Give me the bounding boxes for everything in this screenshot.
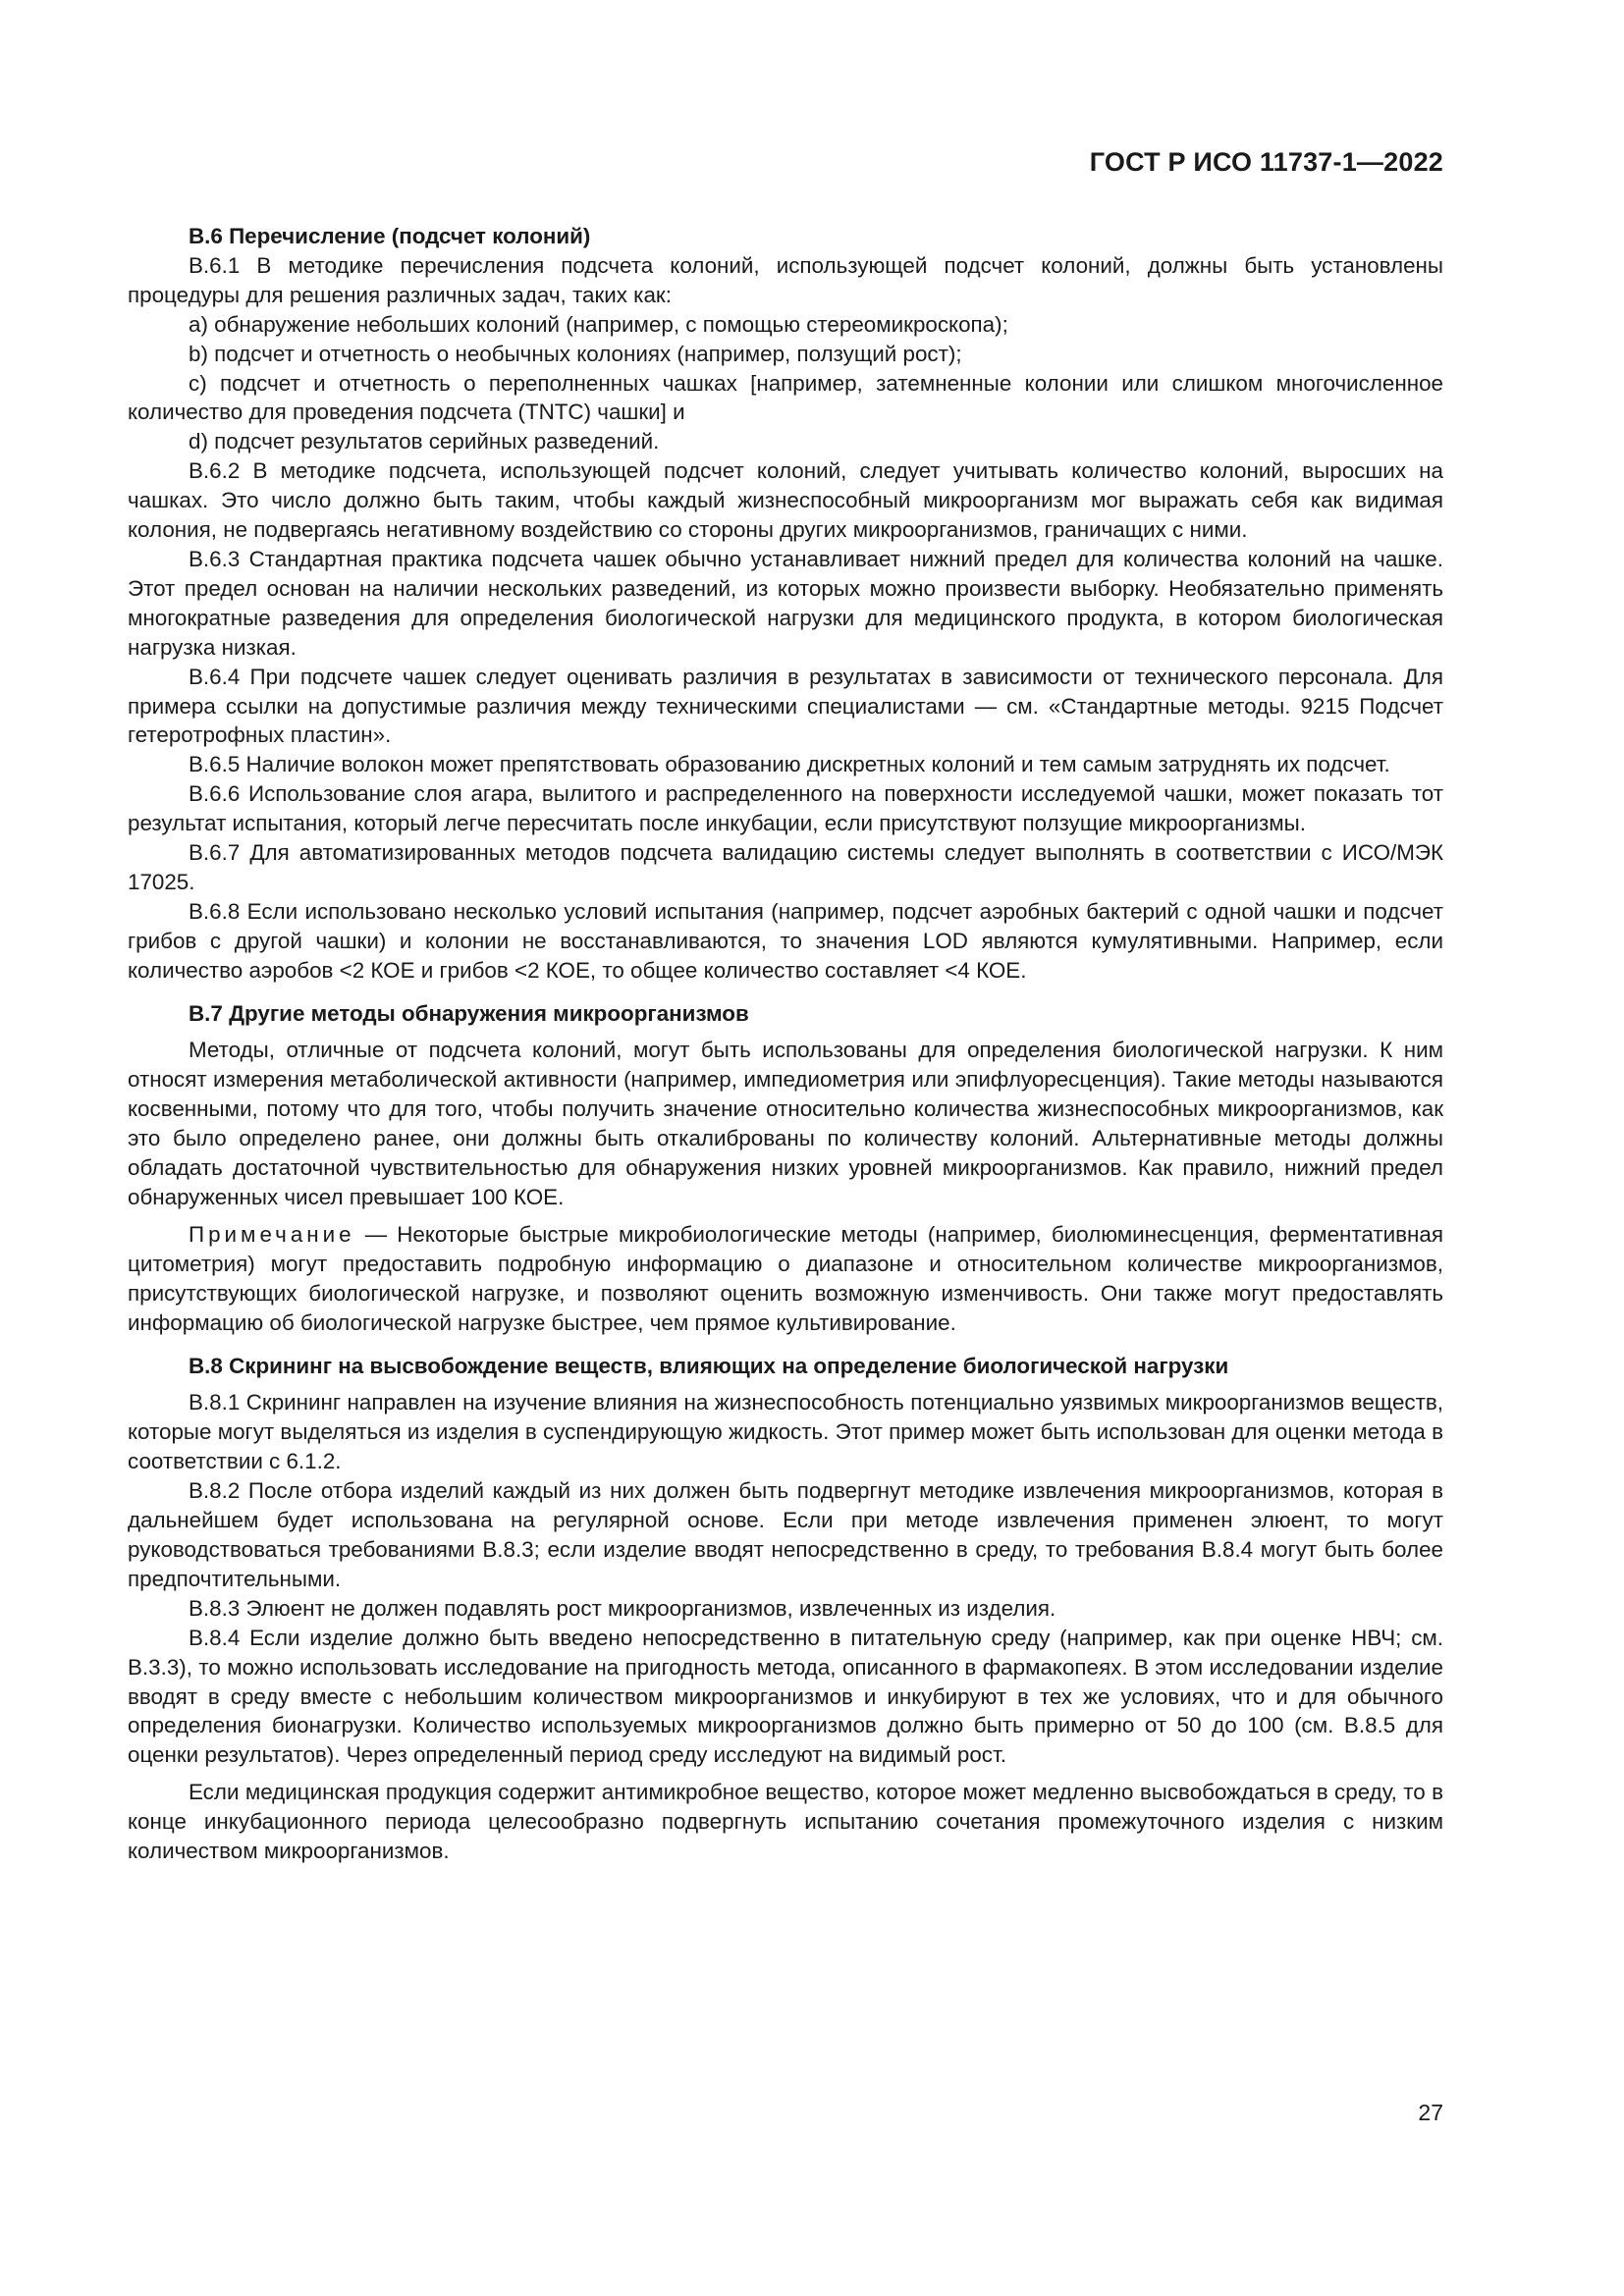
note-label: Примечание: [189, 1221, 355, 1247]
list-item: c) подсчет и отчетность о переполненных чашках [например, затемненные колонии или слишком многочисленное количество для проведения подсчета (TNTC) чашки] и: [128, 370, 1443, 425]
section-b7-title: B.7 Другие методы обнаружения микроорганизмов: [189, 1000, 749, 1026]
paragraph-b8-1: B.8.1 Скрининг направлен на изучение влияния на жизнеспособность потенциально уязвимых микроорганизмов веществ, которые могут выделяться из изделия в суспендирующую жидкость. Этот пример может быть использован для оценки метода в соответствии с 6.1.2.: [128, 1390, 1443, 1474]
paragraph-b6-8: B.6.8 Если использовано несколько условий испытания (например, подсчет аэробных бактерий с одной чашки и подсчет грибов с другой чашки) и колонии не восстанавливаются, то значения LOD являются кумулятивными. Например, если количество аэробов <2 КОЕ и грибов <2 КОЕ, то общее количество составляет <4 КОЕ.: [128, 898, 1443, 983]
paragraph-b8-2: B.8.2 После отбора изделий каждый из них должен быть подвергнут методике извлечения микроорганизмов, которая в дальнейшем будет использована на регулярной основе. Если при методе извлечения применен элюент, то могут руководствоваться требованиями B.8.3; если изделие вводят непосредственно в среду, то требования B.8.4 могут быть более предпочтительными.: [128, 1478, 1443, 1591]
paragraph-b8-5: Если медицинская продукция содержит антимикробное вещество, которое может медленно высвобождаться в среду, то в конце инкубационного периода целесообразно подвергнуть испытанию сочетания промежуточного изделия с низким количеством микроорганизмов.: [128, 1780, 1443, 1864]
paragraph-b8-4: B.8.4 Если изделие должно быть введено непосредственно в питательную среду (например, как при оценке НВЧ; см. B.3.3), то можно использовать исследование на пригодность метода, описанного в фармакопеях. В этом исследовании изделие вводят в среду вместе с небольшим количеством микроорганизмов и инкубируют в тех же условиях, что и для обычного определения бионагрузки. Количество используемых микроорганизмов должно быть примерно от 50 до 100 (см. B.8.5 для оценки результатов). Через определенный период среду исследуют на видимый рост.: [128, 1625, 1443, 1768]
paragraph-b6-5: B.6.5 Наличие волокон может препятствовать образованию дискретных колоний и тем самым затруднять их подсчет.: [189, 752, 1390, 777]
paragraph-b6-1: B.6.1 В методике перечисления подсчета колоний, использующей подсчет колоний, должны быть установлены процедуры для решения различных задач, таких как:: [128, 252, 1443, 307]
paragraph-b6-2: B.6.2 В методике подсчета, использующей подсчет колоний, следует учитывать количество колоний, выросших на чашках. Это число должно быть таким, чтобы каждый жизнеспособный микроорганизм мог выражать себя как видимая колония, не подвергаясь негативному воздействию со стороны других микроорганизмов, граничащих с ними.: [128, 458, 1443, 543]
paragraph-b6-7: B.6.7 Для автоматизированных методов подсчета валидацию системы следует выполнять в соответствии с ИСО/МЭК 17025.: [128, 840, 1443, 894]
section-b6-title: B.6 Перечисление (подсчет колоний): [189, 224, 591, 248]
note-text: — Некоторые быстрые микробиологические методы (например, биолюминесценция, ферментативная цитометрия) могут предоставить подробную информацию о диапазоне и относительном количестве микроорганизмов, присутствующих биологической нагрузке, и позволяют оценить возможную изменчивость. Они также могут предоставлять информацию об биологической нагрузке быстрее, чем прямое культивирование.: [128, 1221, 1443, 1335]
paragraph-b6-4: B.6.4 При подсчете чашек следует оценивать различия в результатах в зависимости от технического персонала. Для примера ссылки на допустимые различия между техническими специалистами — см. «Стандартные методы. 9215 Подсчет гетеротрофных пластин».: [128, 664, 1443, 748]
paragraph-b6-3: B.6.3 Стандартная практика подсчета чашек обычно устанавливает нижний предел для количества колоний на чашке. Этот предел основан на наличии нескольких разведений, из которых можно произвести выборку. Необязательно применять многократные разведения для определения биологической нагрузки для медицинского продукта, в котором биологическая нагрузка низкая.: [128, 546, 1443, 660]
list-item: a) обнаружение небольших колоний (например, с помощью стереомикроскопа);: [189, 311, 1008, 337]
section-b8-title: B.8 Скрининг на высвобождение веществ, влияющих на определение биологической нагрузки: [189, 1353, 1229, 1378]
document-code: ГОСТ Р ИСО 11737-1—2022: [1089, 147, 1443, 177]
paragraph-b6-6: B.6.6 Использование слоя агара, вылитого и распределенного на поверхности исследуемой чашки, может показать тот результат испытания, который легче пересчитать после инкубации, если присутствуют ползущие микроорганизмы.: [128, 781, 1443, 836]
page-number: 27: [1418, 2100, 1443, 2125]
paragraph-b7-1: Методы, отличные от подсчета колоний, могут быть использованы для определения биологической нагрузки. К ним относят измерения метаболической активности (например, импедиометрия или эпифлуоресценция). Такие методы называются косвенными, потому что для того, чтобы получить значение относительно количества жизнеспособных микроорганизмов, как это было определено ранее, они должны быть откалиброваны по количеству колоний. Альтернативные методы должны обладать достаточной чувствительностью для обнаружения низких уровней микроорганизмов. Как правило, нижний предел обнаруженных чисел превышает 100 КОЕ.: [128, 1038, 1443, 1209]
list-item: d) подсчет результатов серийных разведений.: [189, 429, 660, 454]
page-body: [128, 222, 1443, 1866]
note: [128, 1220, 1443, 1338]
list-item: b) подсчет и отчетность о необычных колониях (например, ползущий рост);: [189, 341, 962, 366]
paragraph-b8-3: B.8.3 Элюент не должен подавлять рост микроорганизмов, извлеченных из изделия.: [189, 1595, 1056, 1621]
